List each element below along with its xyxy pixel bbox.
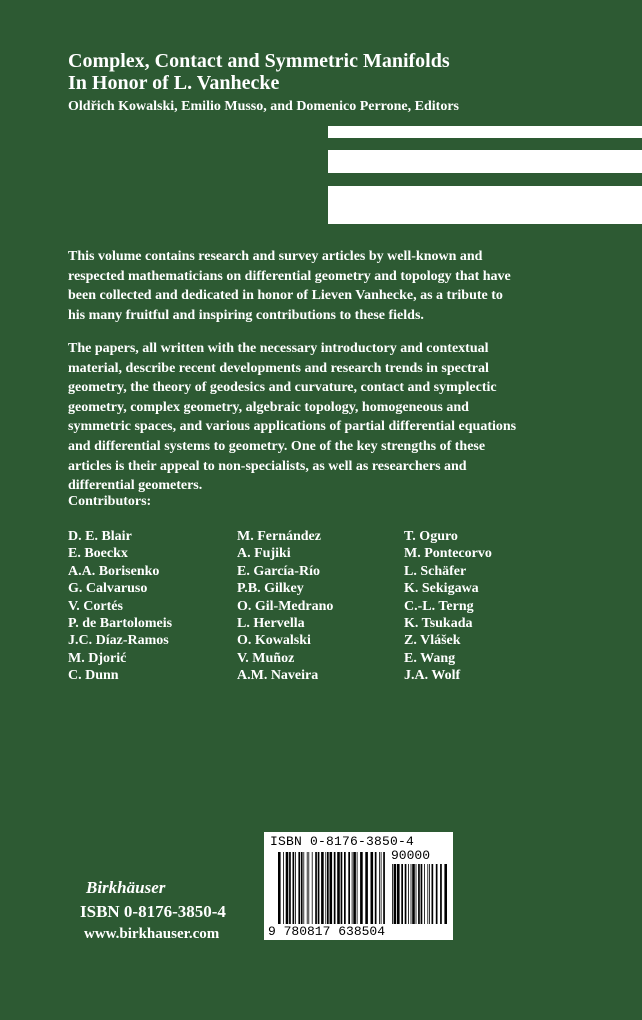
barcode-bar	[360, 852, 363, 924]
contributor-name: C.-L. Terng	[404, 598, 474, 614]
barcode-bar	[318, 852, 320, 924]
description-line: geometry, the theory of geodesics and curvature, contact and symplectic	[68, 380, 497, 396]
contributor-name: K. Tsukada	[404, 616, 473, 632]
contributor-name: L. Hervella	[237, 616, 305, 632]
contributor-name: E. Wang	[404, 650, 456, 666]
barcode-bar	[293, 852, 295, 924]
barcode-bar	[348, 852, 350, 924]
contributor-name: A.M. Naveira	[237, 668, 319, 684]
contributor-name: L. Schäfer	[404, 563, 467, 579]
contributor-name: V. Muñoz	[237, 650, 295, 666]
title-line-1: Complex, Contact and Symmetric Manifolds	[68, 50, 450, 72]
barcode-bar	[330, 852, 333, 924]
barcode-bar	[289, 852, 291, 924]
barcode-isbn-text: ISBN 0-8176-3850-4	[270, 834, 415, 849]
barcode-bar	[308, 852, 309, 924]
contributor-name: M. Fernández	[237, 529, 321, 544]
barcode-bar	[286, 852, 289, 924]
contributor-name: M. Pontecorvo	[404, 546, 492, 562]
barcode-bar	[307, 852, 308, 924]
barcode-bar	[381, 852, 382, 924]
barcode-bar	[365, 852, 368, 924]
barcode-bar	[379, 852, 380, 924]
decorative-stripe	[328, 150, 642, 173]
barcode-bar	[412, 864, 415, 924]
barcode-bar	[432, 864, 434, 924]
barcode-bar	[383, 852, 385, 924]
book-title	[68, 50, 588, 94]
barcode-bar	[418, 864, 420, 924]
decorative-stripe	[328, 126, 642, 138]
description-paragraph-1	[68, 247, 588, 325]
contributor-name: P. de Bartolomeis	[68, 616, 173, 632]
contributor-name: E. García-Río	[237, 563, 320, 579]
barcode-bar	[397, 864, 400, 924]
barcode-bar	[341, 852, 343, 924]
title-line-2: In Honor of L. Vanhecke	[68, 72, 280, 94]
barcode-addon-icon	[392, 864, 447, 924]
barcode-bar	[321, 852, 324, 924]
barcode-bar	[278, 852, 281, 924]
contributors-heading: Contributors:	[68, 494, 152, 509]
barcode-bar	[405, 864, 407, 924]
barcode-main-icon	[278, 852, 386, 924]
barcode-bar	[440, 864, 442, 924]
barcode-bar	[416, 864, 417, 924]
barcode-bar	[392, 864, 393, 924]
contributor-name: V. Cortés	[68, 598, 123, 614]
barcode-bar	[315, 852, 317, 924]
barcode-bar	[337, 852, 340, 924]
description-line: his many fruitful and inspiring contributions to these fields.	[68, 307, 424, 323]
barcode-bar	[283, 852, 284, 924]
description-paragraph-2	[68, 339, 588, 496]
publisher-website: www.birkhauser.com	[84, 926, 220, 942]
contributor-name: T. Oguro	[404, 529, 458, 544]
contributor-name: K. Sekigawa	[404, 581, 479, 597]
barcode-bar	[327, 852, 329, 924]
description-line: material, describe recent developments and research trends in spectral	[68, 360, 489, 376]
description-line: respected mathematicians on differential geometry and topology that have	[68, 268, 511, 284]
barcode-addon-number: 90000	[391, 848, 431, 863]
contributor-name: E. Boeckx	[68, 546, 128, 562]
contributor-name: M. Djorić	[68, 650, 127, 666]
description-line: The papers, all written with the necessary introductory and contextual	[68, 341, 489, 356]
isbn-text: ISBN 0-8176-3850-4	[80, 902, 226, 921]
barcode-bar	[298, 852, 300, 924]
contributors-column-2	[237, 528, 333, 685]
contributor-name: J.C. Díaz-Ramos	[68, 633, 169, 649]
description-line: This volume contains research and survey articles by well-known and	[68, 249, 483, 264]
barcode-bar	[427, 864, 428, 924]
barcode-bar	[371, 852, 374, 924]
contributors-column-3	[404, 528, 492, 685]
barcode-ean-digits: 9 780817 638504	[268, 924, 386, 939]
contributor-name: G. Calvaruso	[68, 581, 148, 597]
barcode-label	[264, 832, 453, 940]
barcode-bar	[401, 864, 403, 924]
contributors-column-1	[68, 528, 172, 685]
description-line: articles is their appeal to non-specialists, as well as researchers and	[68, 458, 467, 474]
barcode-bar	[357, 852, 358, 924]
barcode-bar	[325, 852, 326, 924]
description-line: been collected and dedicated in honor of Lieven Vanhecke, as a tribute to	[68, 288, 503, 304]
barcode-bar	[352, 852, 353, 924]
barcode-bar	[312, 852, 313, 924]
barcode-bar	[344, 852, 346, 924]
barcode-bar	[444, 864, 447, 924]
contributor-name: O. Gil-Medrano	[237, 598, 334, 614]
contributor-name: P.B. Gilkey	[237, 581, 304, 597]
description-line: and differential systems to geometry. One of the key strengths of these	[68, 438, 486, 454]
barcode-bar	[303, 852, 304, 924]
barcode-bar	[301, 852, 303, 924]
description-line: differential geometers.	[68, 478, 203, 494]
publisher-name: Birkhäuser	[86, 878, 166, 897]
description-line: symmetric spaces, and various applications of partial differential equations	[68, 419, 517, 435]
contributor-name: A.A. Borisenko	[68, 563, 160, 579]
barcode-bar	[334, 852, 336, 924]
barcode-bar	[394, 864, 397, 924]
contributor-name: D. E. Blair	[68, 529, 132, 544]
barcode-bar	[429, 864, 430, 924]
contributor-name: J.A. Wolf	[404, 668, 461, 684]
barcode-bar	[421, 864, 423, 924]
barcode-bar	[353, 852, 356, 924]
decorative-stripe	[328, 186, 642, 224]
contributor-name: O. Kowalski	[237, 633, 311, 649]
contributor-name: C. Dunn	[68, 668, 119, 684]
barcode-bar	[411, 864, 412, 924]
barcode-bar	[436, 864, 438, 924]
barcode-bar	[375, 852, 377, 924]
editors-line: Oldřich Kowalski, Emilio Musso, and Domenico Perrone, Editors	[68, 99, 459, 114]
barcode-bar	[408, 864, 409, 924]
contributor-name: A. Fujiki	[237, 546, 291, 562]
description-line: geometry, complex geometry, algebraic topology, homogeneous and	[68, 399, 469, 415]
barcode-bar	[424, 864, 425, 924]
contributor-name: Z. Vlášek	[404, 633, 461, 649]
barcode-bar	[295, 852, 296, 924]
